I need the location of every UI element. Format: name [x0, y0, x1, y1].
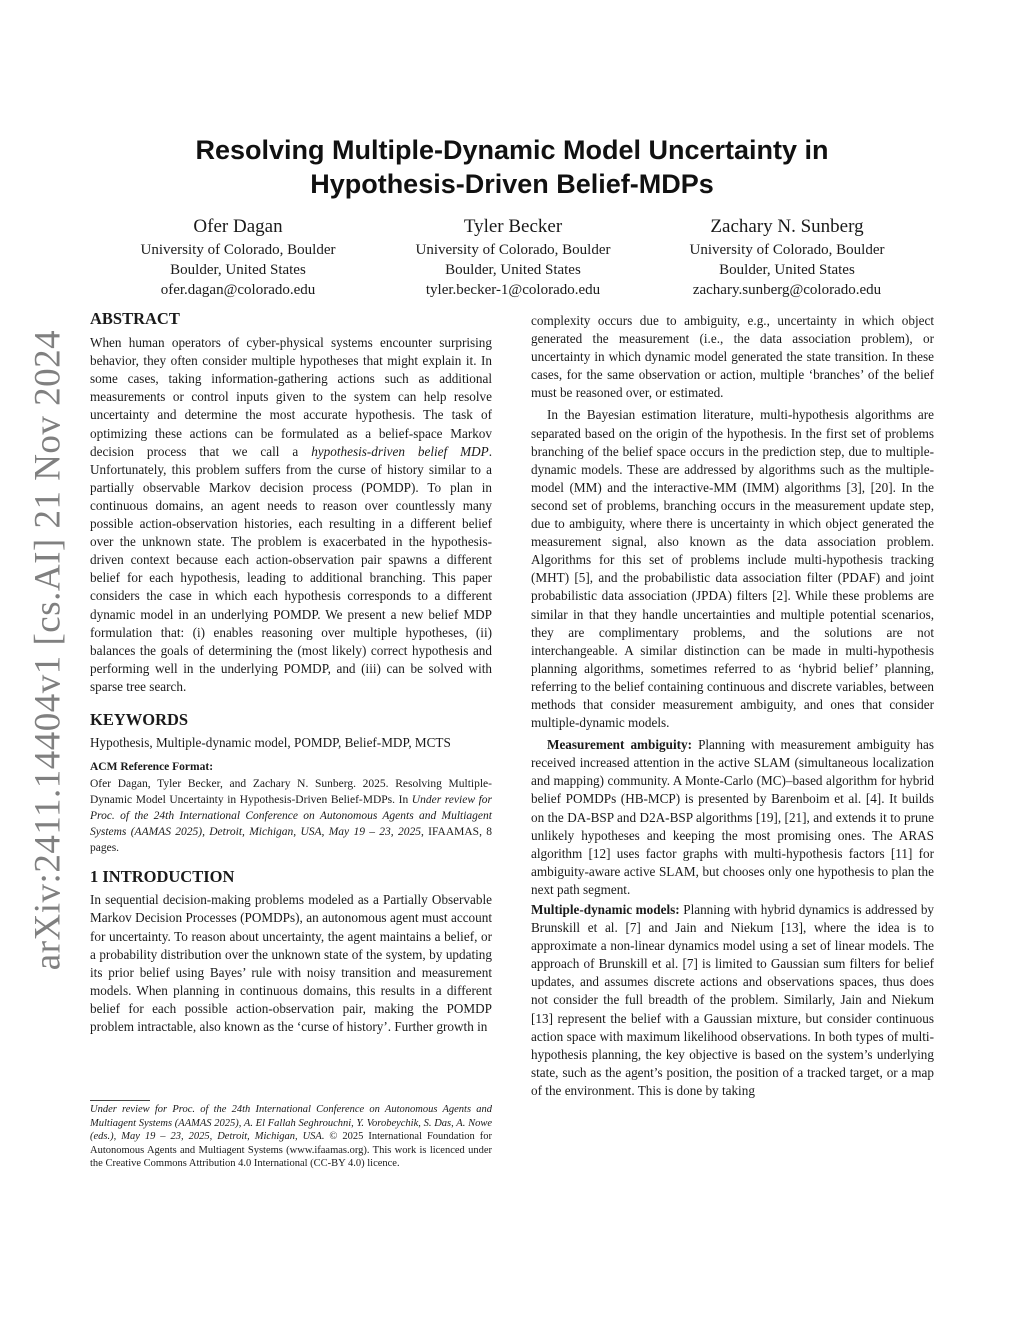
author-name: Ofer Dagan	[193, 216, 283, 237]
right-column	[531, 312, 934, 1100]
arxiv-stamp	[0, 0, 80, 1325]
author-name: Tyler Becker	[463, 216, 563, 237]
introduction-text: In sequential decision-making problems modeled as a Partially Observable Markov Decision Processes (POMDPs), an autonomous agent must account for uncertainty. To reason about uncertainty, the agent maintains a belief, or a probability distribution over the unknown state of the system, by updating its prior belief using Bayes’ rule with noisy transition and measurement models. When planning in continuous domains, this results in a different belief for each possible action-observation pair, making the POMDP problem intractable, also known as the ‘curse of history’. Further growth in	[90, 892, 492, 1034]
abstract-text: When human operators of cyber-physical systems encounter surprising behavior, they often consider multiple hypotheses that might explain it. In some cases, taking information-gathering actions such as additional measurements or control inputs given to the system can help resolve uncertainty and determine the most accurate hypothesis. The task of optimizing these actions can be formulated as a belief-space Markov decision process that we call a hypothesis-driven belief MDP. Unfortunately, this problem suffers from the curse of history similar to a partially observable Markov decision process (POMDP). To plan in continuous domains, an agent needs to reason over countlessly many possible action-observation histories, each resulting in a different belief over the unknown state. The problem is exacerbated in the hypothesis-driven context because each action-observation pair spawns a different belief for each hypothesis, leading to additional branching. This paper considers the case in which each hypothesis corresponds to a different dynamic model in an underlying POMDP. We present a new belief MDP formulation that: (i) enables reasoning over multiple hypotheses, (ii) balances the goals of determining the (most likely) correct hypothesis and performing well in the underlying POMDP, and (iii) can be solved with sparse tree search.	[90, 335, 492, 694]
acm-reference-heading: ACM Reference Format:	[90, 761, 214, 774]
paragraph: In the Bayesian estimation literature, multi-hypothesis algorithms are separated based on the origin of the hypothesis. In the first set of problems branching of the belief space occurs in the prediction step, due to multiple-dynamic models. These are addressed by algorithms such as the multiple-model (MM) and the interactive-MM (IMM) algorithms [3], [20]. In the second set of problems, branching occurs in the measurement update step, due to ambiguity, where there is uncertainty in which object generated the measurement signal, also known as the data association problem. Algorithms for this set of problems include multi-hypothesis tracking (MHT) [5], and the probabilistic data association filter (PDAF) and joint probabilistic data association (JPDA) filters [2]. While these problems are similar in that they handle uncertainties and multiple potential scenarios, they are complimentary problems, and the solutions are not interchangeable. A similar distinction can be made in multi-hypothesis planning algorithms, sometimes referred to as ‘hybrid belief’ planning, referring to the belief containing continuous and discrete variables, between methods that consider measurement ambiguity, and ones that consider multiple-dynamic models.	[531, 407, 934, 731]
paragraph: complexity occurs due to ambiguity, e.g., uncertainty in which object generated the measurement (i.e., the data association problem), or uncertainty in which dynamic model generated the state transition. In these cases, for the same observation or action, multiple ‘branches’ of the belief must be reasoned over, or estimated.	[531, 313, 934, 401]
title-line-2: Hypothesis-Driven Belief-MDPs	[310, 169, 714, 199]
arxiv-id: arXiv:2411.14404v1 [cs.AI] 21 Nov 2024	[27, 329, 69, 971]
author-email[interactable]: tyler.becker-1@colorado.edu	[425, 282, 601, 298]
author-email[interactable]: zachary.sunberg@colorado.edu	[692, 282, 882, 298]
acm-reference-text: Ofer Dagan, Tyler Becker, and Zachary N. Sunberg. 2025. Resolving Multiple-Dynamic Model Uncertainty in Hypothesis-Driven Belief-MDPs. In Under review for Proc. of the 24th International Conference on Autonomous Agents and Multiagent Systems (AAMAS 2025), Detroit, Michigan, USA, May 19 – 23, 2025, IFAAMAS, 8 pages.	[90, 778, 492, 855]
abstract-heading: ABSTRACT	[90, 309, 180, 328]
footnote-license: © 2025 International Foundation for Autonomous Agents and Multiagent Systems (www.ifaamas.org). This work is licenced under the Creative Commons Attribution 4.0 International (CC-BY 4.0) licence.	[90, 1131, 492, 1170]
author-location: Boulder, United States	[170, 262, 306, 278]
footnote	[90, 1103, 492, 1171]
footnote-rule	[90, 1100, 150, 1101]
paragraph-measurement-ambiguity: Measurement ambiguity: Planning with measurement ambiguity has received increased attention in the active SLAM (simultaneous localization and mapping) community. A Monte-Carlo (MC)–based algorithm for hybrid belief POMDPs (HB-MCP) is presented by Barenboim et al. [4]. It builds on the DA-BSP and D2A-BSP algorithms [19], [21], and extends it to prune unlikely hypotheses and keeping the most promising ones. The ARAS algorithm [12] uses factor graphs with multi-hypothesis factors [11] for ambiguity-aware active SLAM, but chooses only one hypothesis to plan the next path segment.	[531, 737, 934, 897]
title-line-1: Resolving Multiple-Dynamic Model Uncertainty in	[195, 135, 829, 165]
author-block-1	[88, 214, 388, 300]
author-location: Boulder, United States	[445, 262, 581, 278]
paper-title	[100, 133, 924, 201]
paragraph-multiple-dynamic-models: Multiple-dynamic models: Planning with hybrid dynamics is addressed by Brunskill et al. [7] and Jain and Niekum [13], where the idea is to approximate a non-linear dynamics model using a set of linear models. The approach of Brunskill et al. [7] is limited to Gaussian sum filters for belief updates, and assumes discrete actions and observations spaces, thus does not consider the full breadth of the problem. Similarly, Jain and Niekum [13] represent the belief with a Gaussian mixture, but consider continuous action space with maximum likelihood observations. In both types of multi-hypothesis planning, the key objective is based on the system’s underlying state, such as the agent’s position, the position of a tracked target, or a map of the environment. This is done by taking	[531, 902, 935, 1098]
author-name: Zachary N. Sunberg	[710, 216, 864, 237]
author-block-3	[637, 214, 937, 300]
keywords-text: Hypothesis, Multiple-dynamic model, POMDP, Belief-MDP, MCTS	[90, 735, 451, 751]
author-affiliation: University of Colorado, Boulder	[140, 242, 336, 258]
author-location: Boulder, United States	[719, 262, 855, 278]
left-column	[90, 310, 492, 1036]
introduction-heading: 1 INTRODUCTION	[90, 867, 235, 887]
author-affiliation: University of Colorado, Boulder	[415, 242, 611, 258]
author-block-2	[363, 214, 663, 300]
author-affiliation: University of Colorado, Boulder	[689, 242, 885, 258]
footnote-venue: Under review for Proc. of the 24th International Conference on Autonomous Agents and Multiagent Systems (AAMAS 2025), A. El Fallah Seghrouchni, Y. Vorobeychik, S. Das, A. Nowe (eds.), May 19 – 23, 2025, Detroit, Michigan, USA.	[90, 1104, 492, 1143]
author-email[interactable]: ofer.dagan@colorado.edu	[160, 282, 316, 298]
keywords-heading: KEYWORDS	[90, 709, 189, 729]
